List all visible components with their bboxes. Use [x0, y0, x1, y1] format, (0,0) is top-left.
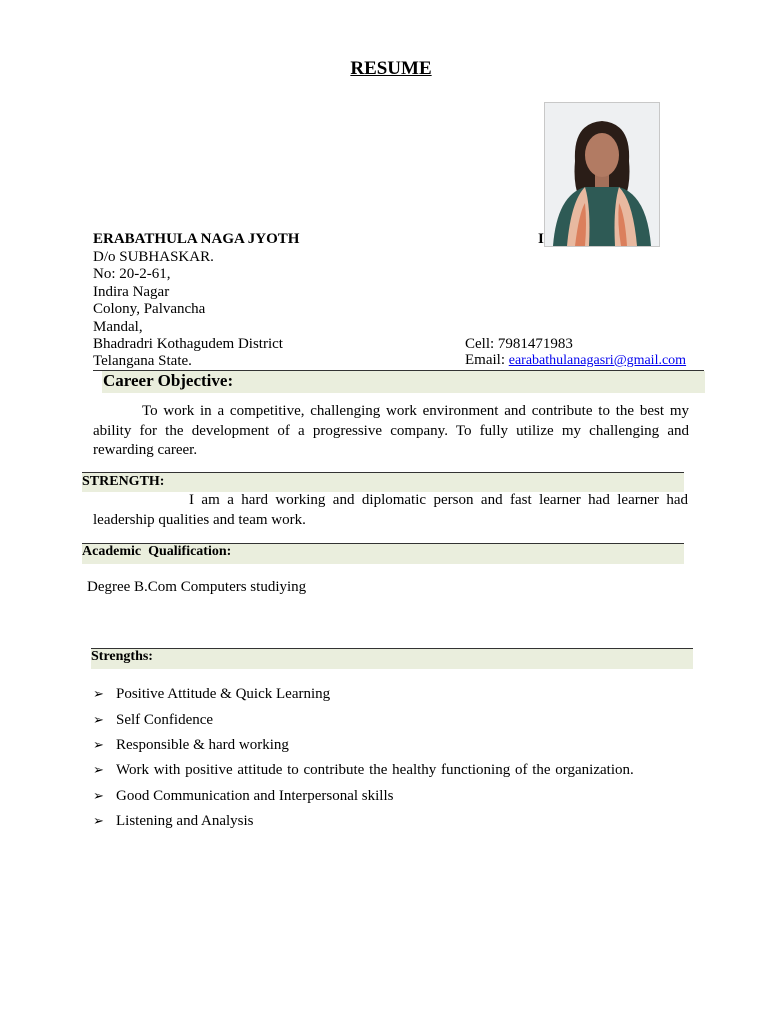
- list-item-text: Work with positive attitude to contribute the healthy functioning of the organization.: [116, 762, 634, 779]
- strength-band: [82, 473, 684, 492]
- list-item: [93, 809, 653, 834]
- arrowhead-bullet-icon: ➢: [93, 687, 104, 703]
- list-item-text: Positive Attitude & Quick Learning: [116, 686, 331, 703]
- address-line: Telangana State.: [93, 353, 192, 369]
- address-line: Colony, Palvancha: [93, 301, 206, 317]
- list-item-text: Self Confidence: [116, 711, 214, 728]
- arrowhead-bullet-icon: ➢: [93, 763, 104, 779]
- profile-photo: [544, 102, 660, 247]
- list-item: [93, 682, 653, 707]
- strengths-heading: Strengths:: [91, 649, 153, 664]
- cell-value: 7981471983: [497, 336, 573, 352]
- career-objective-text: To work in a competitive, challenging work environment and contribute to the best my ability for the development of a progressive company. To fully utilize my challenging and rewarding career.: [93, 403, 689, 458]
- arrowhead-bullet-icon: ➢: [93, 788, 104, 804]
- address-line: Mandal,: [93, 319, 143, 335]
- list-item-text: Listening and Analysis: [116, 813, 254, 830]
- email-label: Email:: [465, 352, 505, 368]
- academic-heading: Academic Qualification:: [82, 544, 232, 559]
- cell-label: Cell:: [465, 336, 495, 352]
- academic-text: Degree B.Com Computers studiying: [87, 579, 307, 595]
- email-row: [465, 352, 686, 369]
- list-item: [93, 784, 653, 809]
- strength-heading: STRENGTH:: [82, 474, 165, 489]
- email-link[interactable]: earabathulanagasri@gmail.com: [508, 353, 687, 368]
- strengths-list: [93, 682, 653, 834]
- resume-title: RESUME: [350, 58, 432, 79]
- arrowhead-bullet-icon: ➢: [93, 712, 104, 728]
- list-item-text: Responsible & hard working: [116, 736, 289, 753]
- list-item: [93, 707, 653, 732]
- strength-text: I am a hard working and diplomatic person and fast learner had learner had leadership qualities and team work.: [93, 492, 688, 528]
- list-item-text: Good Communication and Interpersonal skills: [116, 787, 394, 804]
- stray-letter: I: [538, 231, 544, 247]
- arrowhead-bullet-icon: ➢: [93, 814, 104, 830]
- candidate-name: ERABATHULA NAGA JYOTH: [93, 231, 300, 247]
- address-line: Indira Nagar: [93, 284, 170, 300]
- list-item: [93, 733, 653, 758]
- career-objective-heading: Career Objective:: [103, 371, 234, 390]
- cell-row: [465, 336, 573, 353]
- address-line: Bhadradri Kothagudem District: [93, 336, 283, 352]
- address-line: D/o SUBHASKAR.: [93, 249, 214, 265]
- arrowhead-bullet-icon: ➢: [93, 737, 104, 753]
- list-item: [93, 758, 653, 783]
- strengths-band: [91, 649, 693, 669]
- address-line: No: 20-2-61,: [93, 266, 171, 282]
